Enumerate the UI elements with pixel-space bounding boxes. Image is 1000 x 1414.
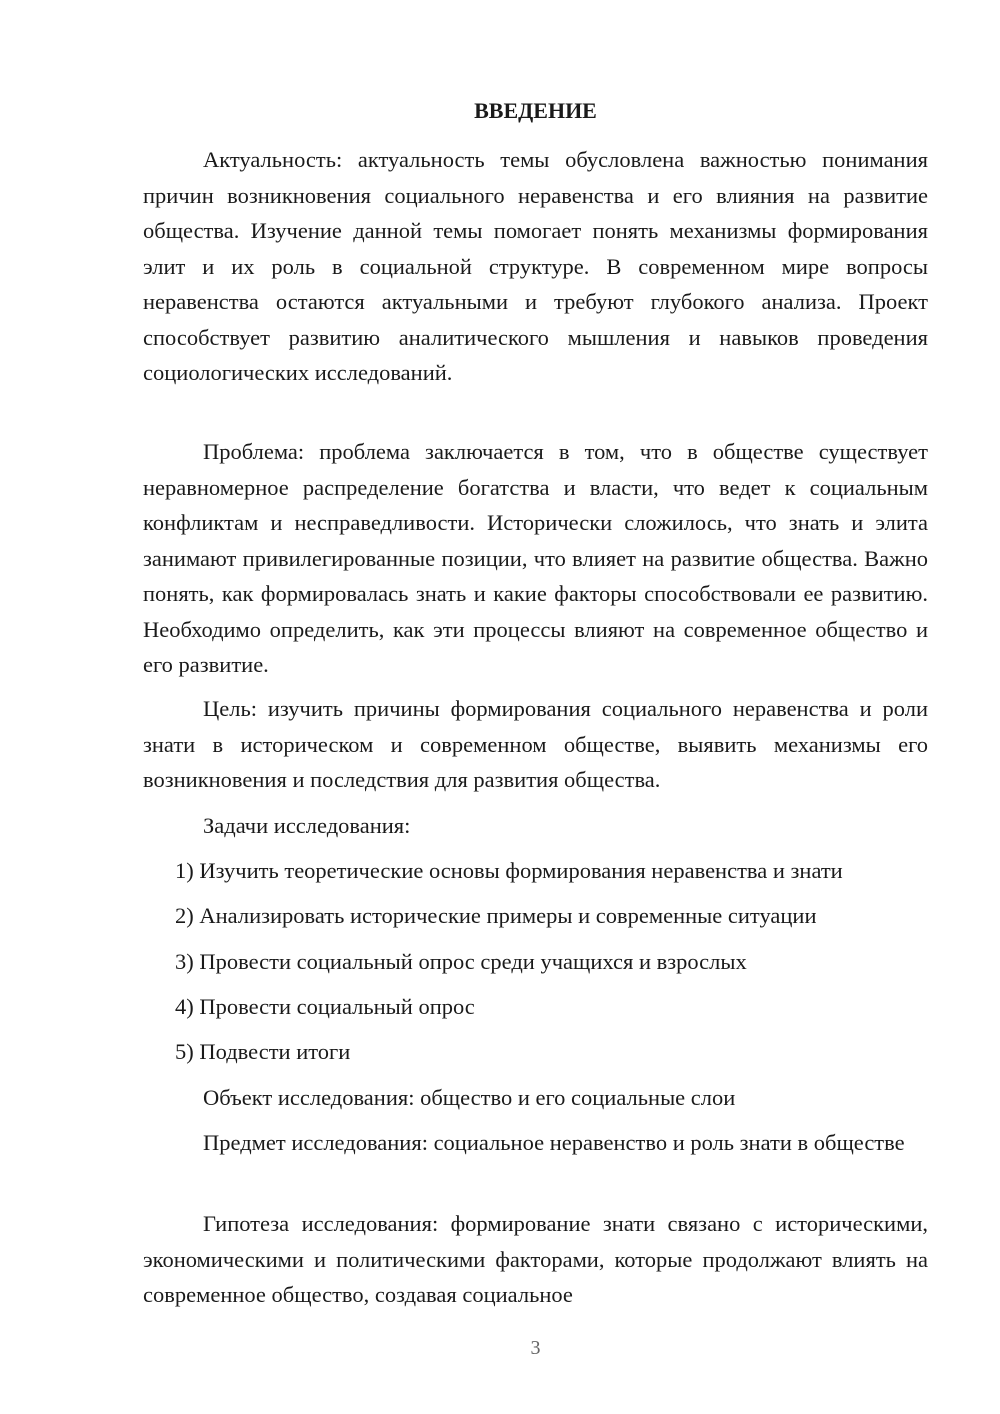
goal-paragraph: Цель: изучить причины формирования социального неравенства и роли знати в историческом и современном обществе, выявить механизмы его возникновения и последствия для развития общества. — [143, 696, 928, 792]
task-item-3: 3) Провести социальный опрос среди учащихся и взрослых — [175, 949, 747, 974]
problem-paragraph: Проблема: проблема заключается в том, что в обществе существует неравномерное распределение богатства и власти, что ведет к социальным конфликтам и несправедливости. Исторически сложилось, что знать и элита занимают привилегированные позиции, что влияет на развитие общества. Важно понять, как формировалась знать и какие факторы способствовали ее развитию. Необходимо определить, как эти процессы влияют на современное общество и его развитие. — [143, 439, 928, 677]
tasks-title: Задачи исследования: — [203, 813, 411, 838]
object-paragraph: Объект исследования: общество и его социальные слои — [203, 1085, 736, 1110]
subject-paragraph: Предмет исследования: социальное неравенство и роль знати в обществе — [203, 1130, 905, 1155]
section-heading: ВВЕДЕНИЕ — [474, 98, 597, 123]
hypothesis-paragraph: Гипотеза исследования: формирование знати связано с историческими, экономическими и политическими факторами, которые продолжают влиять на современное общество, создавая социальное — [143, 1211, 928, 1307]
page-number: 3 — [530, 1337, 541, 1359]
relevance-paragraph: Актуальность: актуальность темы обусловлена важностью понимания причин возникновения социального неравенства и его влияния на развитие общества. Изучение данной темы помогает понять механизмы формирования элит и их роль в социальной структуре. В современном мире вопросы неравенства остаются актуальными и требуют глубокого анализа. Проект способствует развитию аналитического мышления и навыков проведения социологических исследований. — [143, 147, 928, 385]
task-item-4: 4) Провести социальный опрос — [175, 994, 475, 1019]
task-item-5: 5) Подвести итоги — [175, 1039, 351, 1064]
task-item-1: 1) Изучить теоретические основы формирования неравенства и знати — [175, 858, 843, 883]
task-item-2: 2) Анализировать исторические примеры и современные ситуации — [175, 903, 817, 928]
